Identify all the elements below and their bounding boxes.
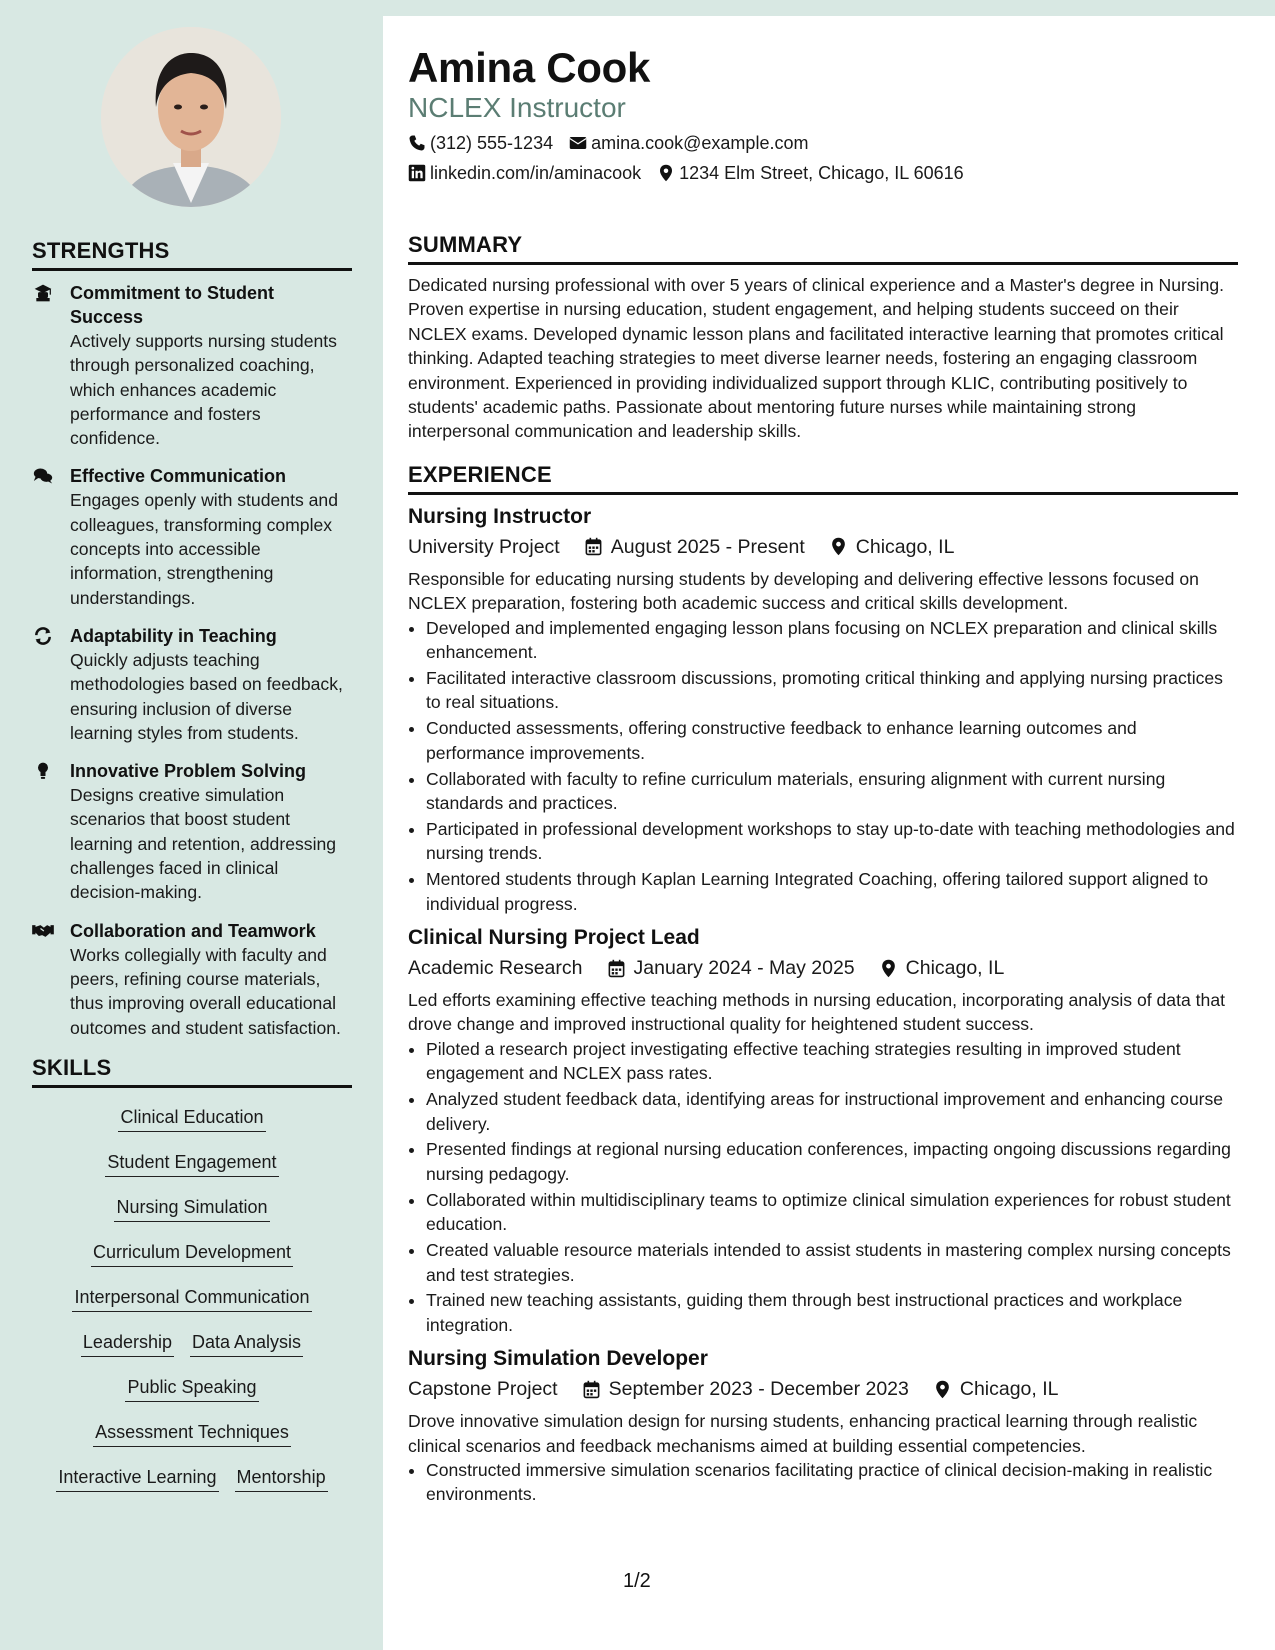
strength-description: Actively supports nursing students through personalized coaching, which enhances academic performance and fosters confidence. xyxy=(70,331,337,449)
job-entry xyxy=(408,1345,1238,1507)
skill-row xyxy=(32,1329,352,1374)
envelope-icon xyxy=(569,134,587,152)
job-entry xyxy=(408,924,1238,1337)
map-pin-icon xyxy=(657,164,675,182)
sync-icon xyxy=(32,624,70,745)
calendar-icon xyxy=(584,537,603,556)
main-inner xyxy=(408,16,1238,1508)
skill-tag: Public Speaking xyxy=(125,1374,258,1402)
sidebar xyxy=(0,0,383,1650)
main-content xyxy=(383,16,1275,1650)
job-title: Nursing Simulation Developer xyxy=(408,1347,708,1371)
strength-description: Works collegially with faculty and peers, refining course materials, thus improving overall educational outcomes and student satisfaction. xyxy=(70,944,341,1038)
skill-row xyxy=(32,1464,352,1509)
job-bullet: • Constructed immersive simulation scenarios facilitating practice of clinical decision-making in realistic environments. xyxy=(426,1458,1238,1507)
profile-photo xyxy=(101,27,281,207)
sidebar-content xyxy=(32,238,352,1509)
comments-icon xyxy=(32,464,70,609)
candidate-name: Amina Cook xyxy=(408,44,651,91)
job-bullet: • Collaborated with faculty to refine curriculum materials, ensuring alignment with current nursing standards and practices. xyxy=(426,767,1238,816)
job-bullet: • Participated in professional development workshops to stay up-to-date with teaching methodologies and nursing trends. xyxy=(426,817,1238,866)
strength-title: Adaptability in Teaching xyxy=(70,625,277,646)
address-text: 1234 Elm Street, Chicago, IL 60616 xyxy=(679,163,964,183)
strength-description: Engages openly with students and colleagues, transforming complex concepts into accessible information, strengthening understandings. xyxy=(70,490,339,608)
summary-text: Dedicated nursing professional with over 5 years of clinical experience and a Master's degree in Nursing. Proven expertise in nursing education, student engagement, and helping students succeed on their NCLEX exams. Developed dynamic lesson plans and facilitated interactive learning that promotes critical thinking. Adapted teaching strategies to meet diverse learner needs, fostering an engaging classroom environment. Experienced in providing individualized support through KLIC, contributing positively to students' academic paths. Passionate about mentoring future nurses while maintaining strong interpersonal communication and leadership skills. xyxy=(408,275,1225,442)
calendar-icon xyxy=(582,1380,601,1399)
experience-heading: EXPERIENCE xyxy=(408,462,1238,495)
job-bullets xyxy=(408,1458,1238,1507)
contact-linkedin[interactable] xyxy=(408,162,641,184)
job-bullet: • Presented findings at regional nursing education conferences, impacting ongoing discussions regarding nursing pedagogy. xyxy=(426,1137,1238,1186)
calendar-icon xyxy=(607,959,626,978)
skill-row xyxy=(32,1284,352,1329)
job-entry xyxy=(408,503,1238,916)
phone-number: (312) 555-1234 xyxy=(430,133,554,153)
job-bullet: • Mentored students through Kaplan Learning Integrated Coaching, offering tailored support aligned to individual progress. xyxy=(426,867,1238,916)
strength-title: Commitment to Student Success xyxy=(70,283,274,327)
skill-tag: Student Engagement xyxy=(105,1149,278,1177)
skill-row xyxy=(32,1419,352,1464)
job-bullet: • Trained new teaching assistants, guiding them through best instructional practices and workplace integration. xyxy=(426,1288,1238,1337)
summary-section xyxy=(408,232,1238,444)
job-bullet: • Developed and implemented engaging lesson plans focusing on NCLEX preparation and clinical skills enhancement. xyxy=(426,616,1238,665)
strength-item xyxy=(32,919,352,1040)
contact-email[interactable] xyxy=(569,132,808,154)
handshake-icon xyxy=(32,919,70,1040)
job-title: Nursing Instructor xyxy=(408,504,592,528)
job-organization: Academic Research xyxy=(408,957,583,980)
graduate-icon xyxy=(32,281,70,450)
job-bullet: • Created valuable resource materials intended to assist students in mastering complex nursing concepts and test strategies. xyxy=(426,1238,1238,1287)
skill-row xyxy=(32,1239,352,1284)
job-dates: September 2023 - December 2023 xyxy=(608,1378,909,1401)
skill-tag: Interpersonal Communication xyxy=(72,1284,311,1312)
skill-tag: Mentorship xyxy=(235,1464,328,1492)
strength-title: Innovative Problem Solving xyxy=(70,761,307,782)
email-address[interactable]: amina.cook@example.com xyxy=(591,133,809,153)
skill-tag: Data Analysis xyxy=(190,1329,303,1357)
job-location: Chicago, IL xyxy=(905,957,1005,980)
skill-row xyxy=(32,1374,352,1419)
job-meta xyxy=(408,533,1238,561)
strengths-heading: STRENGTHS xyxy=(32,238,352,271)
skill-tag: Interactive Learning xyxy=(56,1464,218,1492)
phone-icon xyxy=(408,134,426,152)
linkedin-url[interactable]: linkedin.com/in/aminacook xyxy=(430,163,642,183)
strength-description: Designs creative simulation scenarios that boost student learning and retention, addressing challenges faced in clinical decision-making. xyxy=(70,785,337,903)
job-description: Responsible for educating nursing students by developing and delivering effective lessons focused on NCLEX preparation, fostering both academic success and critical skills development. xyxy=(408,568,1199,614)
skills-list xyxy=(32,1104,352,1509)
job-description: Led efforts examining effective teaching methods in nursing education, incorporating analysis of data that drove change and improved instructional quality for heightened student success. xyxy=(408,990,1225,1035)
job-description: Drove innovative simulation design for nursing students, enhancing practical learning through realistic clinical scenarios and feedback mechanisms aimed at building essential competencies. xyxy=(408,1411,1198,1456)
map-pin-icon xyxy=(879,959,898,978)
experience-section xyxy=(408,462,1238,1507)
strength-title: Effective Communication xyxy=(70,466,287,487)
contact-line xyxy=(408,162,1238,184)
strength-item xyxy=(32,759,352,904)
lightbulb-icon xyxy=(32,759,70,904)
skill-tag: Assessment Techniques xyxy=(93,1419,291,1447)
skill-row xyxy=(32,1149,352,1194)
job-dates: January 2024 - May 2025 xyxy=(633,957,855,980)
skill-row xyxy=(32,1104,352,1149)
job-bullet: • Piloted a research project investigating effective teaching strategies resulting in improved student engagement and NCLEX pass rates. xyxy=(426,1037,1238,1086)
strengths-list xyxy=(32,281,352,1040)
job-bullets xyxy=(408,616,1238,916)
contact-phone xyxy=(408,132,553,154)
strength-item xyxy=(32,624,352,745)
summary-heading: SUMMARY xyxy=(408,232,1238,265)
contact-line xyxy=(408,132,1238,154)
linkedin-icon xyxy=(408,164,426,182)
contact-address xyxy=(657,162,964,184)
map-pin-icon xyxy=(933,1380,952,1399)
job-organization: University Project xyxy=(408,535,560,558)
job-meta xyxy=(408,1375,1238,1403)
job-title: Clinical Nursing Project Lead xyxy=(408,926,700,950)
job-location: Chicago, IL xyxy=(855,535,955,558)
job-bullet: • Analyzed student feedback data, identifying areas for instructional improvement and enhancing course delivery. xyxy=(426,1087,1238,1136)
skills-heading: SKILLS xyxy=(32,1055,352,1088)
job-bullet: • Facilitated interactive classroom discussions, promoting critical thinking and applying nursing practices to real situations. xyxy=(426,666,1238,715)
job-meta xyxy=(408,954,1238,982)
job-location: Chicago, IL xyxy=(959,1378,1059,1401)
strength-item xyxy=(32,281,352,450)
page-number: 1/2 xyxy=(623,1570,651,1592)
strength-title: Collaboration and Teamwork xyxy=(70,920,316,941)
job-organization: Capstone Project xyxy=(408,1378,558,1401)
job-bullets xyxy=(408,1037,1238,1337)
skill-tag: Nursing Simulation xyxy=(114,1194,269,1222)
job-bullet: • Collaborated within multidisciplinary teams to optimize clinical simulation experiences for robust student education. xyxy=(426,1188,1238,1237)
skill-tag: Clinical Education xyxy=(118,1104,265,1132)
map-pin-icon xyxy=(829,537,848,556)
strength-description: Quickly adjusts teaching methodologies based on feedback, ensuring inclusion of diverse learning styles from students. xyxy=(70,649,343,743)
job-bullet: • Conducted assessments, offering constructive feedback to enhance learning outcomes and performance improvements. xyxy=(426,716,1238,765)
strength-item xyxy=(32,464,352,609)
skill-row xyxy=(32,1194,352,1239)
candidate-title: NCLEX Instructor xyxy=(408,92,626,123)
job-dates: August 2025 - Present xyxy=(610,535,805,558)
skill-tag: Curriculum Development xyxy=(91,1239,293,1267)
skill-tag: Leadership xyxy=(81,1329,174,1357)
